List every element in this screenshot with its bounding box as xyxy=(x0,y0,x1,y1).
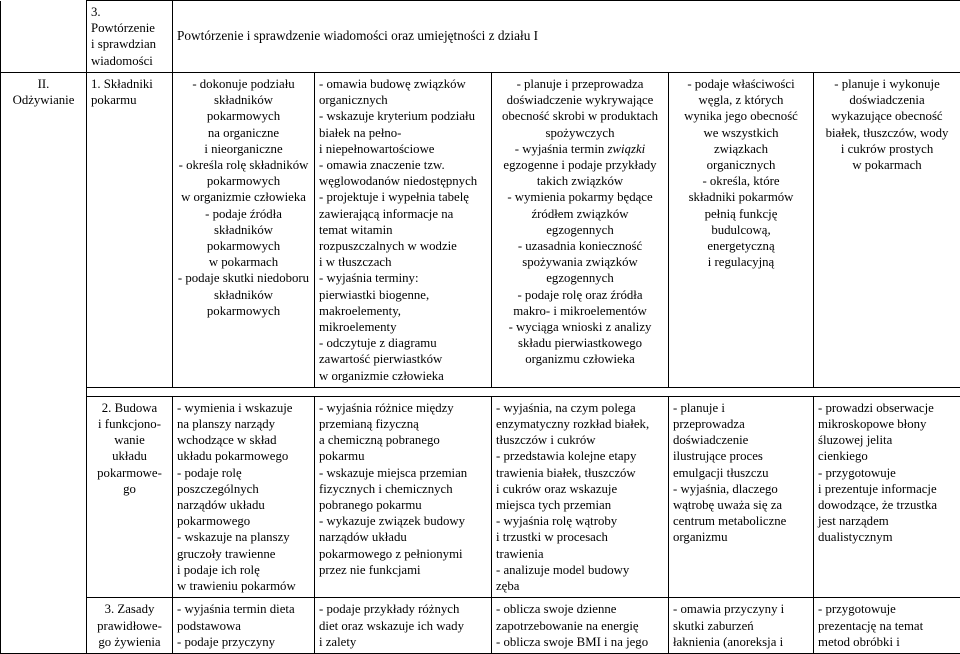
requirement-cell xyxy=(315,598,492,654)
topic-line: 1. Składniki xyxy=(91,76,168,92)
requirement-line: - omawia przyczyny i xyxy=(673,601,809,617)
requirement-line: cienkiego xyxy=(818,448,956,464)
requirement-line: - podaje przykłady różnych xyxy=(319,601,487,617)
requirement-line: na organiczne xyxy=(177,125,310,141)
requirement-line: ilustrujące proces xyxy=(673,448,809,464)
requirement-line: enzymatyczny rozkład białek, xyxy=(496,416,664,432)
requirement-cell xyxy=(315,73,492,388)
requirement-line: trawienia białek, tłuszczów xyxy=(496,465,664,481)
requirement-line: - określa rolę składników xyxy=(177,157,310,173)
section-empty-cell xyxy=(1,1,87,73)
requirement-cell xyxy=(814,396,960,597)
requirement-line: zęba xyxy=(496,578,664,594)
header-topic-number: 3. xyxy=(91,4,168,20)
requirement-text: - wyjaśnia termin xyxy=(515,142,608,156)
topic-line: 3. Zasady xyxy=(91,601,168,617)
requirement-line: w pokarmach xyxy=(177,254,310,270)
requirement-line: składniki pokarmów xyxy=(673,189,809,205)
requirement-cell xyxy=(173,73,315,388)
requirement-line: - wyjaśnia, dlaczego xyxy=(673,481,809,497)
requirement-line: egzogenne i podaje przykłady xyxy=(496,157,664,173)
requirement-line: skutki zaburzeń xyxy=(673,618,809,634)
requirement-line: składników pokarmowych xyxy=(177,92,310,124)
requirement-cell xyxy=(669,73,814,388)
topic-cell xyxy=(87,396,173,597)
requirement-line: takich związków xyxy=(496,173,664,189)
requirement-line: - oblicza swoje BMI i na jego xyxy=(496,634,664,650)
requirement-line: pierwiastki biogenne, xyxy=(319,287,487,303)
requirement-line: - podaje skutki niedoboru xyxy=(177,270,310,286)
requirement-line: emulgacji tłuszczu xyxy=(673,465,809,481)
requirement-line: - przedstawia kolejne etapy xyxy=(496,448,664,464)
requirement-line: a chemiczną pobranego xyxy=(319,432,487,448)
requirement-line: budulcową, xyxy=(673,222,809,238)
requirement-line: - oblicza swoje dzienne xyxy=(496,601,664,617)
requirement-line: przez nie funkcjami xyxy=(319,562,487,578)
spacer-row xyxy=(1,387,960,396)
requirement-line: - wyjaśnia różnice między xyxy=(319,400,487,416)
requirement-line: - uzasadnia konieczność xyxy=(496,238,664,254)
requirement-line: w pokarmach xyxy=(818,157,956,173)
requirement-line: - planuje i przeprowadza xyxy=(496,76,664,92)
requirement-cell xyxy=(669,396,814,597)
requirement-line: węgla, z których xyxy=(673,92,809,108)
header-row xyxy=(1,1,960,73)
requirement-line: i w tłuszczach xyxy=(319,254,487,270)
requirement-line: - wskazuje na planszy xyxy=(177,529,310,545)
requirement-line: gruczoły trawienne xyxy=(177,546,310,562)
spacer-cell xyxy=(87,387,960,396)
requirement-line: doświadczenie xyxy=(673,432,809,448)
requirement-line: - wymienia i wskazuje xyxy=(177,400,310,416)
requirement-cell xyxy=(814,73,960,388)
requirement-line: prezentację na temat xyxy=(818,618,956,634)
requirement-line: - przygotowuje xyxy=(818,601,956,617)
requirement-line: mikroskopowe błony xyxy=(818,416,956,432)
requirement-line: - wyciąga wnioski z analizy xyxy=(496,319,664,335)
requirement-cell xyxy=(492,396,669,597)
requirement-line: doświadczenia xyxy=(818,92,956,108)
italic-term: związki xyxy=(608,142,646,156)
requirement-line: - wyjaśnia rolę wątroby xyxy=(496,513,664,529)
topic-line: pokarmowe- xyxy=(91,465,168,481)
table-row xyxy=(1,396,960,597)
requirement-line: - podaje rolę oraz źródła xyxy=(496,287,664,303)
requirement-line: w organizmie człowieka xyxy=(319,368,487,384)
requirement-line: na planszy narządy xyxy=(177,416,310,432)
requirement-line: metod obróbki i xyxy=(818,634,956,650)
requirement-line: trawienia xyxy=(496,546,664,562)
header-topic-cell xyxy=(87,1,173,73)
requirement-cell xyxy=(814,598,960,654)
requirement-line: miejsca tych przemian xyxy=(496,497,664,513)
requirement-line: - planuje i xyxy=(673,400,809,416)
requirement-line: - omawia znaczenie tzw. xyxy=(319,157,487,173)
requirement-line: i podaje ich rolę xyxy=(177,562,310,578)
requirement-line: - prowadzi obserwacje xyxy=(818,400,956,416)
requirement-line: organicznych xyxy=(673,157,809,173)
requirement-cell xyxy=(492,598,669,654)
requirement-line: - projektuje i wypełnia tabelę xyxy=(319,189,487,205)
requirement-line: makroelementy, xyxy=(319,303,487,319)
requirement-line: składników pokarmowych xyxy=(177,287,310,319)
requirement-line: przemianą fizyczną xyxy=(319,416,487,432)
requirement-line: związkach xyxy=(673,141,809,157)
section-title: Odżywianie xyxy=(5,92,82,108)
requirement-line: przeprowadza xyxy=(673,416,809,432)
requirement-line: makro- i mikroelementów xyxy=(496,303,664,319)
requirement-line: układu pokarmowego xyxy=(177,448,310,464)
requirement-line: spożywczych xyxy=(496,125,664,141)
requirement-line: - podaje źródła xyxy=(177,206,310,222)
requirement-line: - przygotowuje xyxy=(818,465,956,481)
requirement-line: fizycznych i chemicznych xyxy=(319,481,487,497)
requirement-line: wchodzące w skład xyxy=(177,432,310,448)
requirement-line: - wymienia pokarmy będące xyxy=(496,189,664,205)
requirement-line: i trzustki w procesach xyxy=(496,529,664,545)
requirement-line: i niepełnowartościowe xyxy=(319,141,487,157)
requirement-line: białek, tłuszczów, wody xyxy=(818,125,956,141)
requirement-line: wykazujące obecność xyxy=(818,108,956,124)
requirement-line: - analizuje model budowy xyxy=(496,562,664,578)
requirement-line: składu pierwiastkowego xyxy=(496,335,664,351)
requirement-line: wątrobę uważa się za xyxy=(673,497,809,513)
requirement-line: zawartość pierwiastków xyxy=(319,351,487,367)
requirement-line: - planuje i wykonuje xyxy=(818,76,956,92)
requirement-line: narządów układu xyxy=(177,497,310,513)
requirement-line: we wszystkich xyxy=(673,125,809,141)
requirement-line: doświadczenie wykrywające xyxy=(496,92,664,108)
requirement-line: jest narządem xyxy=(818,513,956,529)
requirement-line: - podaje przyczyny xyxy=(177,634,310,650)
header-title: Powtórzenie i sprawdzenie wiadomości oraz umiejętności z działu I xyxy=(173,1,960,73)
requirement-line: egzogennych xyxy=(496,270,664,286)
requirement-cell xyxy=(669,598,814,654)
requirement-line: - wyjaśnia termin dieta xyxy=(177,601,310,617)
topic-line: pokarmu xyxy=(91,92,168,108)
requirement-line: łaknienia (anoreksja i xyxy=(673,634,809,650)
requirement-cell xyxy=(173,396,315,597)
requirement-line: rozpuszczalnych w wodzie xyxy=(319,238,487,254)
requirement-line: pokarmowego xyxy=(177,513,310,529)
requirement-line: - podaje właściwości xyxy=(673,76,809,92)
requirement-line: - wskazuje kryterium podziału xyxy=(319,108,487,124)
requirement-cell xyxy=(315,396,492,597)
requirement-cell-special xyxy=(492,73,669,388)
requirement-line: pokarmu xyxy=(319,448,487,464)
requirement-cell xyxy=(173,598,315,654)
requirement-line: - wskazuje miejsca przemian xyxy=(319,465,487,481)
requirement-line: temat witamin xyxy=(319,222,487,238)
table-row xyxy=(1,73,960,388)
requirement-line: - wyjaśnia terminy: xyxy=(319,270,487,286)
requirement-line: mikroelementy xyxy=(319,319,487,335)
requirement-line: wynika jego obecność xyxy=(673,108,809,124)
section-cell xyxy=(1,73,87,654)
requirement-line: i zalety xyxy=(319,634,487,650)
requirement-line: - podaje rolę xyxy=(177,465,310,481)
header-topic-line: Powtórzenie xyxy=(91,20,168,36)
topic-line: wanie xyxy=(91,432,168,448)
requirement-line: organizmu xyxy=(673,529,809,545)
requirement-line: pokarmowych xyxy=(177,173,310,189)
requirement-line: w trawieniu pokarmów xyxy=(177,578,310,594)
requirement-line: zawierającą informacje na xyxy=(319,206,487,222)
requirement-line: - wyjaśnia, na czym polega xyxy=(496,400,664,416)
requirement-line: i prezentuje informacje xyxy=(818,481,956,497)
requirement-line: energetyczną xyxy=(673,238,809,254)
requirement-line: - omawia budowę związków xyxy=(319,76,487,92)
requirement-line: poszczególnych xyxy=(177,481,310,497)
requirement-line xyxy=(496,141,664,157)
topic-line: i funkcjono- xyxy=(91,416,168,432)
requirement-line: węglowodanów niedostępnych xyxy=(319,173,487,189)
requirement-line: - określa, które xyxy=(673,173,809,189)
requirement-line: i cukrów prostych xyxy=(818,141,956,157)
requirement-line: źródłem związków xyxy=(496,206,664,222)
requirement-line: zapotrzebowanie na energię xyxy=(496,618,664,634)
requirement-line: i cukrów oraz wskazuje xyxy=(496,481,664,497)
requirement-line: śluzowej jelita xyxy=(818,432,956,448)
requirement-line: składników pokarmowych xyxy=(177,222,310,254)
table-row xyxy=(1,598,960,654)
topic-line: prawidłowe- xyxy=(91,618,168,634)
section-number: II. xyxy=(5,76,82,92)
requirement-line: obecność skrobi w produktach xyxy=(496,108,664,124)
header-topic-line: wiadomości xyxy=(91,53,168,69)
topic-cell xyxy=(87,73,173,388)
requirement-line: - wykazuje związek budowy xyxy=(319,513,487,529)
requirement-line: dowodzące, że trzustka xyxy=(818,497,956,513)
requirement-line: dualistycznym xyxy=(818,529,956,545)
topic-line: go xyxy=(91,481,168,497)
requirement-line: pokarmowego z pełnionymi xyxy=(319,546,487,562)
topic-line: go żywienia xyxy=(91,634,168,650)
header-topic-line: i sprawdzian xyxy=(91,36,168,52)
requirement-line: - dokonuje podziału xyxy=(177,76,310,92)
requirement-line: i regulacyjną xyxy=(673,254,809,270)
requirement-line: tłuszczów i cukrów xyxy=(496,432,664,448)
requirement-line: organizmu człowieka xyxy=(496,351,664,367)
topic-cell xyxy=(87,598,173,654)
requirement-line: i nieorganiczne xyxy=(177,141,310,157)
requirement-line: pobranego pokarmu xyxy=(319,497,487,513)
requirement-line: egzogennych xyxy=(496,222,664,238)
requirement-line: diet oraz wskazuje ich wady xyxy=(319,618,487,634)
topic-line: układu xyxy=(91,448,168,464)
topic-line: 2. Budowa xyxy=(91,400,168,416)
requirement-line: podstawowa xyxy=(177,618,310,634)
requirement-line: organicznych xyxy=(319,92,487,108)
requirement-line: - odczytuje z diagramu xyxy=(319,335,487,351)
requirement-line: pełnią funkcję xyxy=(673,206,809,222)
requirement-line: spożywania związków xyxy=(496,254,664,270)
requirement-line: w organizmie człowieka xyxy=(177,189,310,205)
requirement-line: narządów układu xyxy=(319,529,487,545)
requirement-line: centrum metaboliczne xyxy=(673,513,809,529)
requirement-line: białek na pełno- xyxy=(319,125,487,141)
